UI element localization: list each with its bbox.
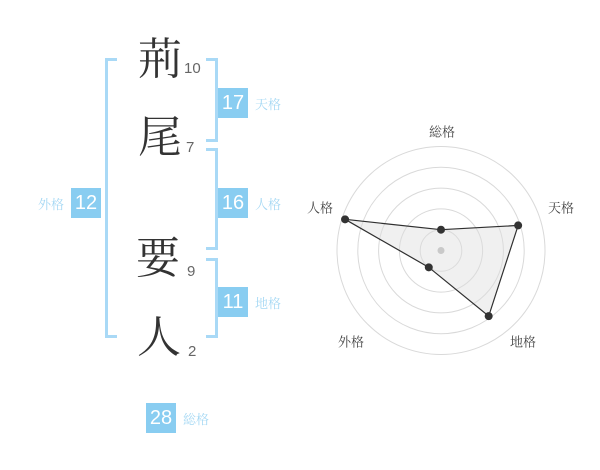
- name-char-2: 尾: [138, 113, 182, 162]
- name-char-4: 人: [137, 313, 181, 362]
- stroke-count-4: 2: [188, 343, 197, 360]
- tenkaku-value-badge: 17: [218, 88, 248, 118]
- radar-axis-label-jinkaku: 人格: [306, 200, 334, 216]
- gaikaku-label: 外格: [38, 196, 65, 212]
- jinkaku-label: 人格: [255, 196, 282, 212]
- radar-axis-label-soukaku: 総格: [428, 124, 456, 140]
- gaikaku-value-badge: 12: [71, 188, 101, 218]
- stroke-count-3: 9: [187, 263, 196, 280]
- chikaku-label: 地格: [255, 295, 282, 311]
- radar-axis-label-tenkaku: 天格: [547, 200, 575, 216]
- tenkaku-label: 天格: [255, 96, 282, 112]
- chikaku-value-badge: 11: [218, 287, 248, 317]
- soukaku-value-badge: 28: [146, 403, 176, 433]
- soukaku-label: 総格: [183, 411, 210, 427]
- radar-axis-label-chikaku: 地格: [509, 334, 537, 350]
- stroke-count-1: 10: [184, 60, 201, 77]
- jinkaku-value-badge: 16: [218, 188, 248, 218]
- stroke-count-2: 7: [186, 139, 195, 156]
- radar-axis-label-gaikaku: 外格: [337, 334, 365, 350]
- name-char-3: 要: [136, 234, 180, 283]
- name-char-1: 荊: [138, 35, 182, 84]
